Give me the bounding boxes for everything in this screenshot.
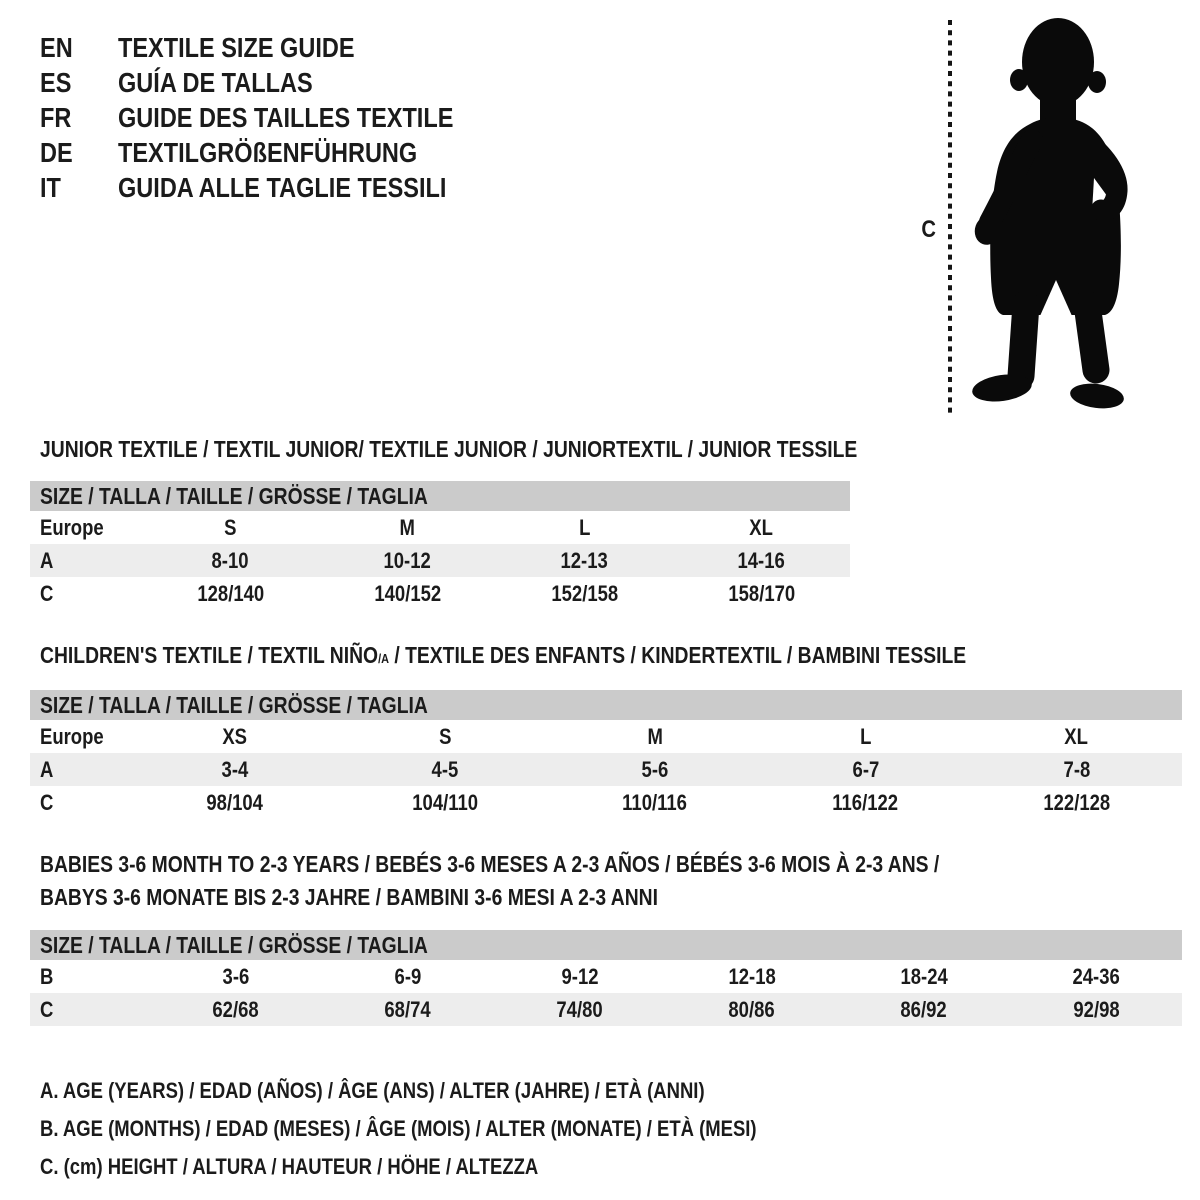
size-cell: 68/74 — [322, 993, 494, 1026]
guide-title: GUÍA DE TALLAS — [118, 66, 313, 98]
language-code: IT — [40, 171, 61, 203]
language-row-es — [40, 65, 517, 100]
size-cell: 24-36 — [1072, 963, 1120, 989]
size-cell: 140/152 — [374, 580, 441, 606]
table-row-age — [30, 544, 850, 577]
row-label: A — [30, 753, 130, 786]
language-row-en — [40, 30, 517, 65]
size-cell: 12-13 — [496, 544, 673, 577]
children-section-title: CHILDREN'S TEXTILE / TEXTIL NIÑO/A / TEXTILE DES ENFANTS / KINDERTEXTIL / BAMBINI TESSILE — [40, 642, 967, 668]
row-label: C — [30, 993, 150, 1026]
table-row-europe — [30, 720, 1182, 753]
size-cell: 9-12 — [561, 963, 599, 989]
size-cell: 62/68 — [150, 993, 322, 1026]
size-cell: XL — [1064, 723, 1089, 749]
nino-a-subscript: /A — [378, 651, 389, 666]
size-cell: 116/122 — [832, 789, 899, 815]
size-cell: 98/104 — [206, 789, 264, 815]
size-cell: 4-5 — [340, 753, 550, 786]
row-label: A — [30, 544, 142, 577]
size-cell: S — [224, 514, 237, 540]
guide-title: GUIDE DES TAILLES TEXTILE — [118, 101, 454, 133]
size-header-bar: SIZE / TALLA / TAILLE / GRÖSSE / TAGLIA — [30, 481, 850, 511]
table-row-height — [30, 993, 1182, 1026]
children-size-table — [30, 690, 1182, 819]
size-cell: S — [438, 723, 452, 749]
size-cell: 6-9 — [394, 963, 422, 989]
footnote-c: C. (cm) HEIGHT / ALTURA / HAUTEUR / HÖHE / ALTEZZA — [40, 1154, 539, 1179]
size-cell: 158/170 — [728, 580, 795, 606]
size-cell: 8-10 — [142, 544, 319, 577]
size-cell: L — [578, 514, 591, 540]
table-row-months — [30, 960, 1182, 993]
babies-section-title-line1: BABIES 3-6 MONTH TO 2-3 YEARS / BEBÉS 3-6 MESES A 2-3 AÑOS / BÉBÉS 3-6 MOIS À 2-3 ANS / — [40, 851, 940, 877]
row-label: C — [40, 789, 54, 815]
table-row-europe — [30, 511, 850, 544]
size-cell: 104/110 — [412, 789, 478, 815]
babies-size-table — [30, 930, 1182, 1026]
size-cell: L — [859, 723, 872, 749]
size-cell: 110/116 — [622, 789, 688, 815]
size-cell: XS — [222, 723, 248, 749]
row-label: B — [40, 963, 54, 989]
junior-size-table — [30, 481, 850, 610]
footnote-b: B. AGE (MONTHS) / EDAD (MESES) / ÂGE (MOIS) / ALTER (MONATE) / ETÀ (MESI) — [40, 1116, 757, 1141]
baby-silhouette-figure — [900, 12, 1180, 424]
size-cell: 152/158 — [551, 580, 618, 606]
table-row-age — [30, 753, 1182, 786]
guide-title: GUIDA ALLE TAGLIE TESSILI — [118, 171, 447, 203]
size-cell: 10-12 — [319, 544, 496, 577]
row-label: Europe — [40, 723, 104, 749]
size-header-bar: SIZE / TALLA / TAILLE / GRÖSSE / TAGLIA — [30, 930, 1182, 960]
babies-section-title-line2: BABYS 3-6 MONATE BIS 2-3 JAHRE / BAMBINI 3-6 MESI A 2-3 ANNI — [40, 884, 658, 910]
size-header-row — [30, 481, 850, 511]
language-code: DE — [40, 136, 73, 168]
baby-silhouette — [970, 18, 1125, 411]
size-cell: 5-6 — [550, 753, 760, 786]
size-header-row — [30, 930, 1182, 960]
size-cell: 80/86 — [666, 993, 838, 1026]
size-cell: M — [399, 514, 416, 540]
guide-title: TEXTILGRÖßENFÜHRUNG — [118, 136, 418, 168]
size-cell: 74/80 — [494, 993, 666, 1026]
language-row-fr — [40, 100, 517, 135]
size-cell: 86/92 — [838, 993, 1010, 1026]
size-cell: 122/128 — [1043, 789, 1110, 815]
size-cell: 18-24 — [900, 963, 948, 989]
height-measure-label: C — [921, 216, 937, 243]
size-cell: 7-8 — [971, 753, 1182, 786]
language-row-de — [40, 135, 517, 170]
footnote-a: A. AGE (YEARS) / EDAD (AÑOS) / ÂGE (ANS) / ALTER (JAHRE) / ETÀ (ANNI) — [40, 1078, 705, 1103]
size-cell: 3-4 — [130, 753, 340, 786]
size-cell: 6-7 — [760, 753, 971, 786]
size-cell: 128/140 — [197, 580, 264, 606]
row-label: Europe — [40, 514, 104, 540]
table-row-height — [30, 577, 850, 610]
size-cell: XL — [749, 514, 774, 540]
size-cell: 12-18 — [728, 963, 776, 989]
size-cell: M — [647, 723, 663, 749]
guide-title: TEXTILE SIZE GUIDE — [118, 31, 355, 63]
size-cell: 14-16 — [673, 544, 850, 577]
size-cell: 92/98 — [1010, 993, 1182, 1026]
junior-section-title: JUNIOR TEXTILE / TEXTIL JUNIOR/ TEXTILE JUNIOR / JUNIORTEXTIL / JUNIOR TESSILE — [40, 436, 858, 462]
footnotes — [40, 1072, 893, 1186]
row-label: C — [40, 580, 54, 606]
language-row-it — [40, 170, 517, 205]
language-code: FR — [40, 101, 72, 133]
size-header-row — [30, 690, 1182, 720]
size-cell: 3-6 — [222, 963, 250, 989]
table-row-height — [30, 786, 1182, 819]
size-header-bar: SIZE / TALLA / TAILLE / GRÖSSE / TAGLIA — [30, 690, 1182, 720]
language-code: EN — [40, 31, 73, 63]
language-title-list — [40, 30, 517, 205]
language-code: ES — [40, 66, 72, 98]
